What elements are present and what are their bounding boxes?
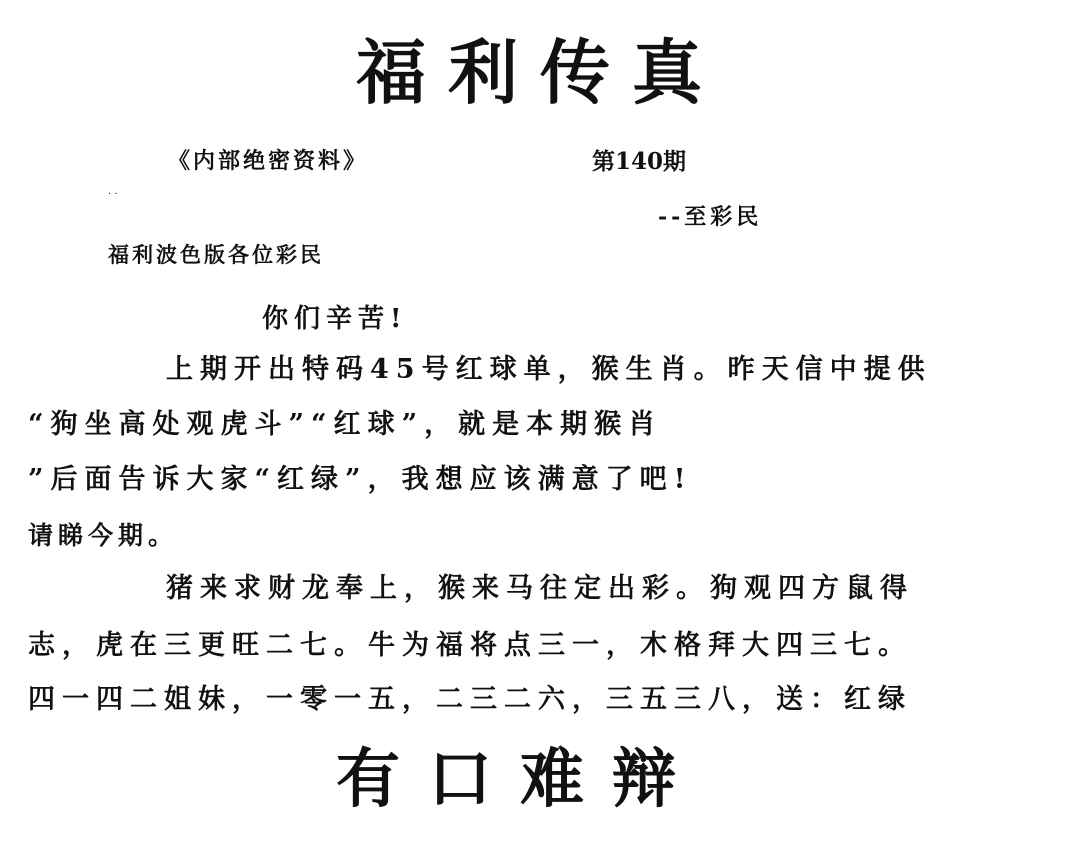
- scan-speck: · ·: [108, 189, 118, 200]
- paragraph1-line: “狗坐高处观虎斗”“红球”，就是本期猴肖: [28, 409, 663, 440]
- document-title: 福利传真: [356, 31, 724, 114]
- paragraph2-line: 猪来求财龙奉上，猴来马往定出彩。狗观四方鼠得: [166, 573, 914, 604]
- document-subtitle: 《内部绝密资料》: [168, 148, 369, 174]
- sender-line: --至彩民: [658, 204, 763, 230]
- issue-number: 第140期: [592, 148, 687, 175]
- paragraph1-line: 请睇今期。: [28, 521, 179, 550]
- footer-heading: 有口难辩: [336, 742, 704, 817]
- greeting-recipient: 福利波色版各位彩民: [108, 242, 324, 267]
- paragraph2-line: 四一四二姐妹，一零一五，二三二六，三五三八，送：红绿: [28, 684, 912, 715]
- salutation: 你们辛苦!: [262, 304, 408, 334]
- paragraph2-line: 志，虎在三更旺二七。牛为福将点三一，木格拜大四三七。: [28, 630, 912, 661]
- paragraph1-line: 上期开出特码45号红球单，猴生肖。昨天信中提供: [166, 354, 932, 385]
- paragraph1-line: ”后面告诉大家“红绿”，我想应该满意了吧!: [28, 464, 693, 495]
